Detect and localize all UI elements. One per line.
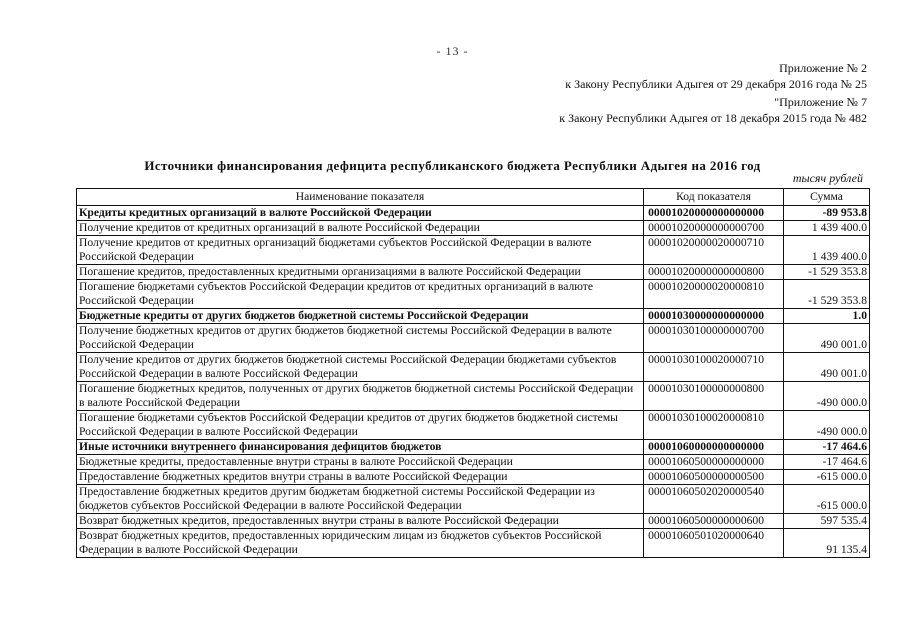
table-row: [77, 353, 870, 382]
row-name-cell: Получение бюджетных кредитов от других бюджетов бюджетной системы Российской Федерации в валюте Российской Федерации: [77, 324, 644, 353]
row-name-cell: Получение кредитов от кредитных организаций в валюте Российской Федерации: [77, 221, 644, 236]
row-code-cell: 00001030100000000800: [644, 382, 784, 411]
column-header-sum: Сумма: [784, 189, 870, 206]
page-number: - 13 -: [436, 44, 469, 58]
table-row: [77, 382, 870, 411]
row-name-cell: Бюджетные кредиты, предоставленные внутри страны в валюте Российской Федерации: [77, 455, 644, 470]
row-code-cell: 00001030100000000700: [644, 324, 784, 353]
column-header-code: Код показателя: [644, 189, 784, 206]
row-code-cell: 00001030100020000810: [644, 411, 784, 440]
table-row: [77, 455, 870, 470]
row-sum-cell: 1 439 400.0: [784, 221, 870, 236]
table-row: [77, 470, 870, 485]
row-sum-cell: -615 000.0: [784, 470, 870, 485]
table-row: [77, 440, 870, 455]
row-code-cell: 00001060500000000000: [644, 455, 784, 470]
row-name-cell: Погашение бюджетами субъектов Российской Федерации кредитов от других бюджетов бюджетной системы Российской Федерации в валюте Российской Федерации: [77, 411, 644, 440]
table-row: [77, 411, 870, 440]
table-row: [77, 514, 870, 529]
row-sum-cell: 1.0: [784, 309, 870, 324]
financing-sources-table: [76, 188, 870, 558]
row-sum-cell: -615 000.0: [784, 485, 870, 514]
table-row: [77, 485, 870, 514]
row-name-cell: Возврат бюджетных кредитов, предоставленных внутри страны в валюте Российской Федерации: [77, 514, 644, 529]
appendix-7-reference: [559, 94, 867, 126]
row-name-cell: Кредиты кредитных организаций в валюте Российской Федерации: [77, 206, 644, 221]
row-name-cell: Иные источники внутреннего финансирования дефицитов бюджетов: [77, 440, 644, 455]
row-sum-cell: -17 464.6: [784, 440, 870, 455]
row-sum-cell: 1 439 400.0: [784, 236, 870, 265]
row-sum-cell: 597 535.4: [784, 514, 870, 529]
appendix-2-reference: [565, 60, 867, 92]
row-code-cell: 00001030100020000710: [644, 353, 784, 382]
table-row: [77, 324, 870, 353]
row-sum-cell: 490 001.0: [784, 324, 870, 353]
row-code-cell: 00001020000000000800: [644, 265, 784, 280]
row-name-cell: Получение кредитов от кредитных организаций бюджетами субъектов Российской Федерации в валюте Российской Федерации: [77, 236, 644, 265]
row-name-cell: Предоставление бюджетных кредитов внутри страны в валюте Российской Федерации: [77, 470, 644, 485]
row-sum-cell: -1 529 353.8: [784, 265, 870, 280]
table-row: [77, 280, 870, 309]
table-header-row: [77, 189, 870, 206]
table-row: [77, 265, 870, 280]
row-sum-cell: -490 000.0: [784, 411, 870, 440]
table-row: [77, 309, 870, 324]
row-code-cell: 00001030000000000000: [644, 309, 784, 324]
row-code-cell: 00001060501020000640: [644, 529, 784, 558]
row-sum-cell: 91 135.4: [784, 529, 870, 558]
row-code-cell: 00001020000000000000: [644, 206, 784, 221]
row-code-cell: 00001020000020000810: [644, 280, 784, 309]
appendix-7-law: к Закону Республики Адыгея от 18 декабря 2015 года № 482: [559, 111, 867, 125]
row-code-cell: 00001060502020000540: [644, 485, 784, 514]
row-name-cell: Бюджетные кредиты от других бюджетов бюджетной системы Российской Федерации: [77, 309, 644, 324]
units-label: тысяч рублей: [792, 171, 863, 185]
row-sum-cell: -17 464.6: [784, 455, 870, 470]
appendix-7-title: "Приложение № 7: [774, 95, 867, 109]
table-row: [77, 529, 870, 558]
table-row: [77, 221, 870, 236]
table-row: [77, 206, 870, 221]
appendix-2-title: Приложение № 2: [779, 61, 867, 75]
row-name-cell: Возврат бюджетных кредитов, предоставленных юридическим лицам из бюджетов субъектов Российской Федерации в валюте Российской Федерации: [77, 529, 644, 558]
row-name-cell: Получение кредитов от других бюджетов бюджетной системы Российской Федерации бюджетами субъектов Российской Федерации в валюте Российской Федерации: [77, 353, 644, 382]
document-title: Источники финансирования дефицита республиканского бюджета Республики Адыгея на 2016 год: [144, 158, 761, 173]
row-sum-cell: 490 001.0: [784, 353, 870, 382]
table-row: [77, 236, 870, 265]
row-sum-cell: -1 529 353.8: [784, 280, 870, 309]
row-code-cell: 00001020000020000710: [644, 236, 784, 265]
row-name-cell: Погашение бюджетами субъектов Российской Федерации кредитов от кредитных организаций в валюте Российской Федерации: [77, 280, 644, 309]
row-name-cell: Погашение бюджетных кредитов, полученных от других бюджетов бюджетной системы Российской Федерации в валюте Российской Федерации: [77, 382, 644, 411]
appendix-2-law: к Закону Республики Адыгея от 29 декабря 2016 года № 25: [565, 77, 867, 91]
row-name-cell: Погашение кредитов, предоставленных кредитными организациями в валюте Российской Федерации: [77, 265, 644, 280]
row-code-cell: 00001060000000000000: [644, 440, 784, 455]
row-sum-cell: -89 953.8: [784, 206, 870, 221]
row-sum-cell: -490 000.0: [784, 382, 870, 411]
column-header-name: Наименование показателя: [77, 189, 644, 206]
row-code-cell: 00001060500000000500: [644, 470, 784, 485]
row-name-cell: Предоставление бюджетных кредитов другим бюджетам бюджетной системы Российской Федерации из бюджетов субъектов Российской Федерации в валюте Российской Федерации: [77, 485, 644, 514]
row-code-cell: 00001060500000000600: [644, 514, 784, 529]
row-code-cell: 00001020000000000700: [644, 221, 784, 236]
